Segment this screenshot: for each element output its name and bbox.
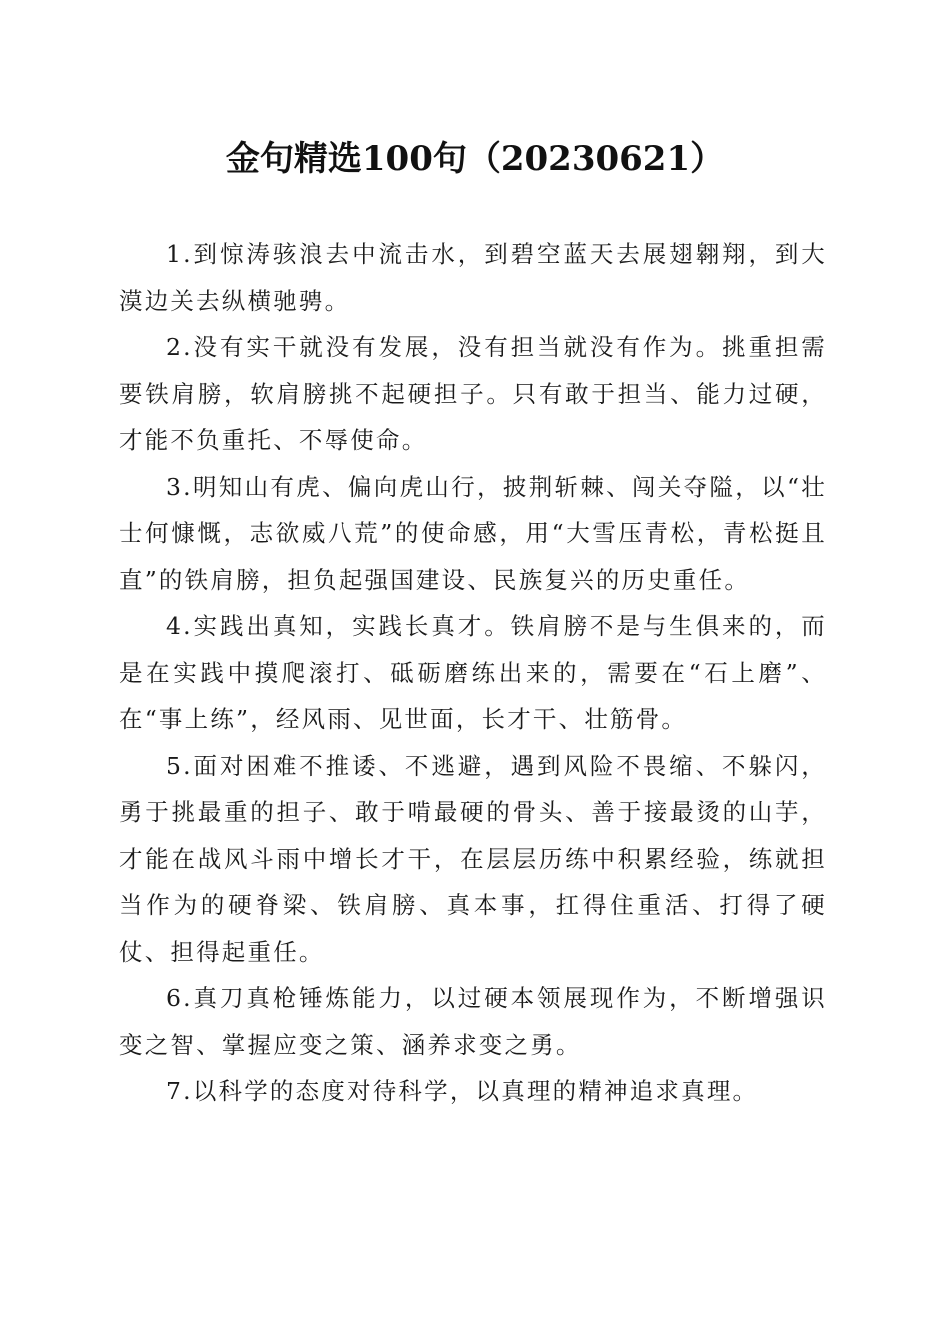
paragraph-3: 3.明知山有虎、偏向虎山行，披荆斩棘、闯关夺隘，以“壮士何慷慨，志欲威八荒”的使命感，用“大雪压青松，青松挺且直”的铁肩膀，担负起强国建设、民族复兴的历史重任。: [119, 472, 827, 594]
paragraph-7: 7.以科学的态度对待科学，以真理的精神追求真理。: [166, 1077, 759, 1105]
document-body: [119, 231, 827, 1115]
document-title: 金句精选100句（20230621）: [225, 139, 725, 179]
paragraph-6: 6.真刀真枪锤炼能力，以过硬本领展现作为，不断增强识变之智、掌握应变之策、涵养求变之勇。: [119, 984, 827, 1059]
paragraph-4: 4.实践出真知，实践长真才。铁肩膀不是与生俱来的，而是在实践中摸爬滚打、砥砺磨练出来的，需要在“石上磨”、在“事上练”，经风雨、见世面，长才干、壮筋骨。: [119, 612, 827, 733]
paragraph-1: 1.到惊涛骇浪去中流击水，到碧空蓝天去展翅翱翔，到大漠边关去纵横驰骋。: [119, 240, 827, 315]
paragraph-5: 5.面对困难不推诿、不逃避，遇到风险不畏缩、不躲闪，勇于挑最重的担子、敢于啃最硬的骨头、善于接最烫的山芋，才能在战风斗雨中增长才干，在层层历练中积累经验，练就担当作为的硬脊梁、铁肩膀、真本事，扛得住重活、打得了硬仗、担得起重任。: [119, 751, 827, 966]
paragraph-2: 2.没有实干就没有发展，没有担当就没有作为。挑重担需要铁肩膀，软肩膀挑不起硬担子。只有敢于担当、能力过硬，才能不负重托、不辱使命。: [119, 333, 827, 454]
